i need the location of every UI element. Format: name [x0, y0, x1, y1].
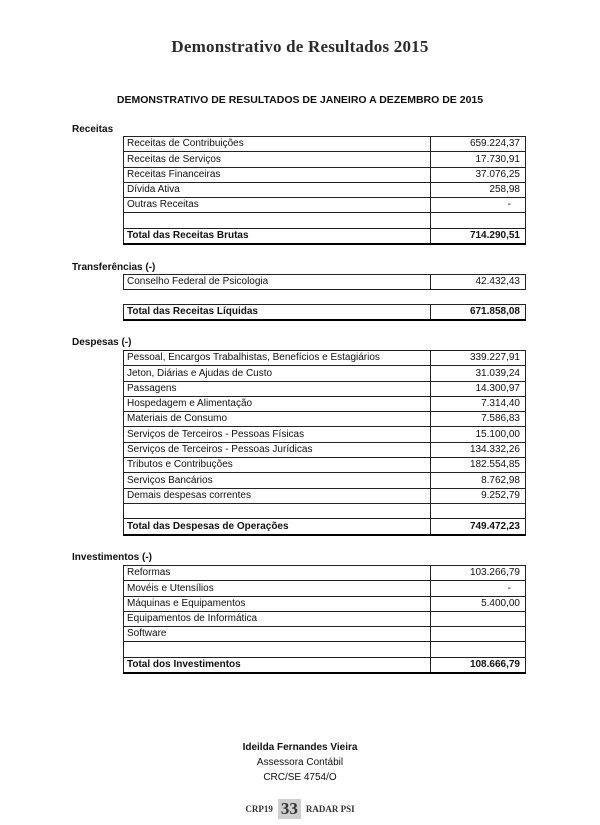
section-label-receitas: Receitas [72, 124, 114, 135]
total-row [124, 228, 526, 244]
row-value: - [431, 581, 526, 596]
table-row [124, 427, 526, 442]
total-label: Total das Receitas Líquidas [124, 305, 431, 321]
document-heading: DEMONSTRATIVO DE RESULTADOS DE JANEIRO A DEZEMBRO DE 2015 [116, 94, 484, 106]
row-name: Serviços de Terceiros - Pessoas Físicas [124, 427, 431, 442]
row-value: 17.730,91 [431, 152, 526, 167]
row-name: Demais despesas correntes [124, 488, 431, 503]
row-value: 8.762,98 [431, 473, 526, 488]
table-row [124, 473, 526, 488]
table-row [124, 275, 526, 290]
row-name: Receitas de Contribuições [124, 137, 431, 152]
table-row [124, 412, 526, 427]
row-value [431, 611, 526, 626]
section-label-despesas: Despesas (-) [72, 337, 132, 348]
signatory-registration: CRC/SE 4754/O [263, 772, 337, 783]
row-name: Passagens [124, 381, 431, 396]
row-value: - [431, 198, 526, 213]
row-name: Máquinas e Equipamentos [124, 596, 431, 611]
page-footer [0, 799, 600, 819]
row-name: Tributos e Contribuções [124, 458, 431, 473]
row-value: 7.314,40 [431, 396, 526, 411]
row-value: 31.039,24 [431, 366, 526, 381]
table-row [124, 198, 526, 213]
row-name: Outras Receitas [124, 198, 431, 213]
total-row [124, 657, 526, 673]
empty-row [124, 642, 526, 657]
total-value: 714.290,51 [431, 228, 526, 244]
page-number: 33 [278, 799, 301, 819]
total-value: 108.666,79 [431, 657, 526, 673]
table-row [124, 581, 526, 596]
table-investimentos [123, 565, 526, 674]
row-value: 339.227,91 [431, 351, 526, 366]
footer-left-text: CRP19 [245, 804, 273, 814]
row-value: 134.332,26 [431, 442, 526, 457]
row-name: Receitas Financeiras [124, 167, 431, 182]
row-value: 15.100,00 [431, 427, 526, 442]
total-row [124, 305, 526, 321]
row-value: 7.586,83 [431, 412, 526, 427]
empty-row [124, 213, 526, 228]
row-name: Software [124, 627, 431, 642]
row-name: Materiais de Consumo [124, 412, 431, 427]
table-row [124, 458, 526, 473]
empty-row [124, 503, 526, 518]
total-row [124, 519, 526, 535]
table-row [124, 488, 526, 503]
row-name: Pessoal, Encargos Trabalhistas, Benefícios e Estagiários [124, 351, 431, 366]
row-value [431, 627, 526, 642]
table-receitas-liquidas [123, 304, 526, 321]
table-row [124, 137, 526, 152]
table-row [124, 167, 526, 182]
row-name: Jeton, Diárias e Ajudas de Custo [124, 366, 431, 381]
row-value: 258,98 [431, 182, 526, 197]
row-value: 37.076,25 [431, 167, 526, 182]
total-value: 749.472,23 [431, 519, 526, 535]
table-row [124, 596, 526, 611]
row-value: 182.554,85 [431, 458, 526, 473]
row-value: 5.400,00 [431, 596, 526, 611]
row-value: 14.300,97 [431, 381, 526, 396]
signatory-role: Assessora Contábil [256, 757, 344, 768]
total-label: Total das Receitas Brutas [124, 228, 431, 244]
table-despesas [123, 350, 526, 536]
section-label-investimentos: Investimentos (-) [72, 552, 153, 563]
total-label: Total das Despesas de Operações [124, 519, 431, 535]
table-row [124, 351, 526, 366]
section-label-transferencias: Transferências (-) [72, 262, 156, 273]
row-value: 659.224,37 [431, 137, 526, 152]
table-row [124, 442, 526, 457]
row-name: Equipamentos de Informática [124, 611, 431, 626]
row-name: Serviços de Terceiros - Pessoas Jurídicas [124, 442, 431, 457]
table-row [124, 366, 526, 381]
row-name: Conselho Federal de Psicologia [124, 275, 431, 290]
row-name: Hospedagem e Alimentação [124, 396, 431, 411]
total-value: 671.858,08 [431, 305, 526, 321]
table-row [124, 627, 526, 642]
row-value: 103.266,79 [431, 566, 526, 581]
table-row [124, 182, 526, 197]
row-value: 42.432,43 [431, 275, 526, 290]
row-value: 9.252,79 [431, 488, 526, 503]
page-title: Demonstrativo de Resultados 2015 [171, 37, 429, 56]
table-row [124, 152, 526, 167]
table-row [124, 566, 526, 581]
row-name: Reformas [124, 566, 431, 581]
footer-right-text: RADAR PSI [305, 804, 355, 814]
total-label: Total dos Investimentos [124, 657, 431, 673]
table-row [124, 381, 526, 396]
row-name: Movéis e Utensílios [124, 581, 431, 596]
table-row [124, 396, 526, 411]
row-name: Receitas de Serviços [124, 152, 431, 167]
row-name: Dívida Ativa [124, 182, 431, 197]
table-transferencias [123, 274, 526, 290]
row-name: Serviços Bancários [124, 473, 431, 488]
signatory-name: Ideilda Fernandes Vieira [242, 742, 358, 753]
table-receitas [123, 136, 526, 245]
table-row [124, 611, 526, 626]
